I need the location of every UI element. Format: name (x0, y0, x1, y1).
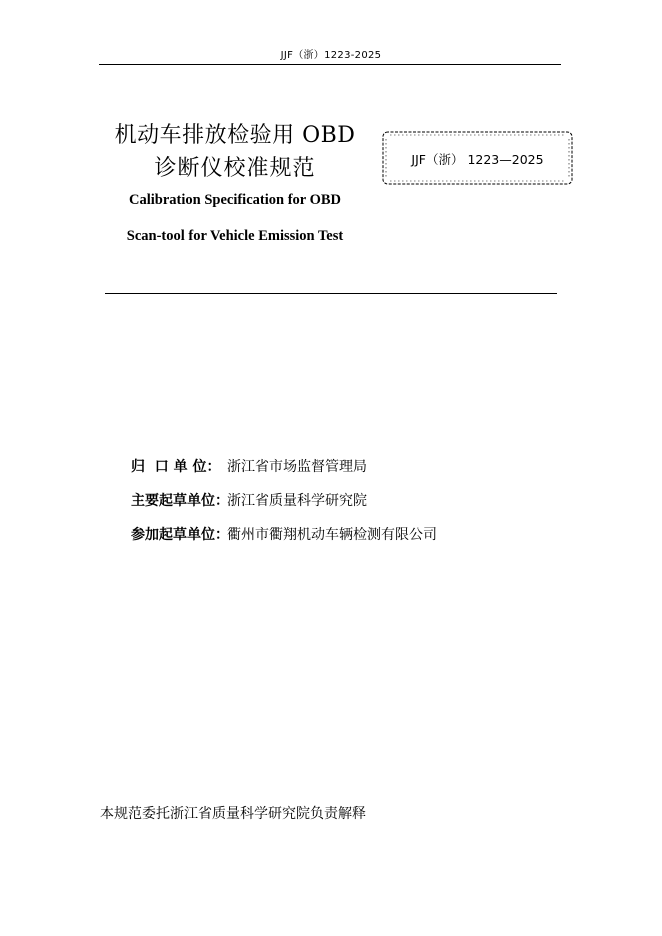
header-rule (99, 64, 561, 65)
section-rule (105, 293, 557, 294)
title-en-line2: Scan-tool for Vehicle Emission Test (126, 228, 344, 244)
header-code: JJF（浙）1223-2025 (280, 50, 382, 61)
title-cn-line1: 机动车排放检验用 OBD (114, 123, 356, 148)
code-box-text: JJF（浙） 1223—2025 (411, 152, 544, 167)
unit-label: 参加起草单位： (131, 527, 229, 543)
interpretation-note: 本规范委托浙江省质量科学研究院负责解释 (100, 806, 366, 822)
unit-row-responsible (131, 456, 367, 476)
code-box (380, 130, 575, 186)
title-cn-line2: 诊断仪校准规范 (154, 156, 316, 181)
unit-value: 衢州市衢翔机动车辆检测有限公司 (227, 527, 437, 543)
unit-label: 归 口 单 位： (131, 459, 221, 475)
title-en-line1: Calibration Specification for OBD (129, 192, 341, 208)
unit-value: 浙江省质量科学研究院 (227, 493, 367, 509)
unit-row-participating-drafter (131, 524, 437, 544)
unit-label: 主要起草单位： (131, 493, 229, 509)
unit-value: 浙江省市场监督管理局 (227, 459, 367, 475)
unit-row-main-drafter (131, 490, 367, 510)
